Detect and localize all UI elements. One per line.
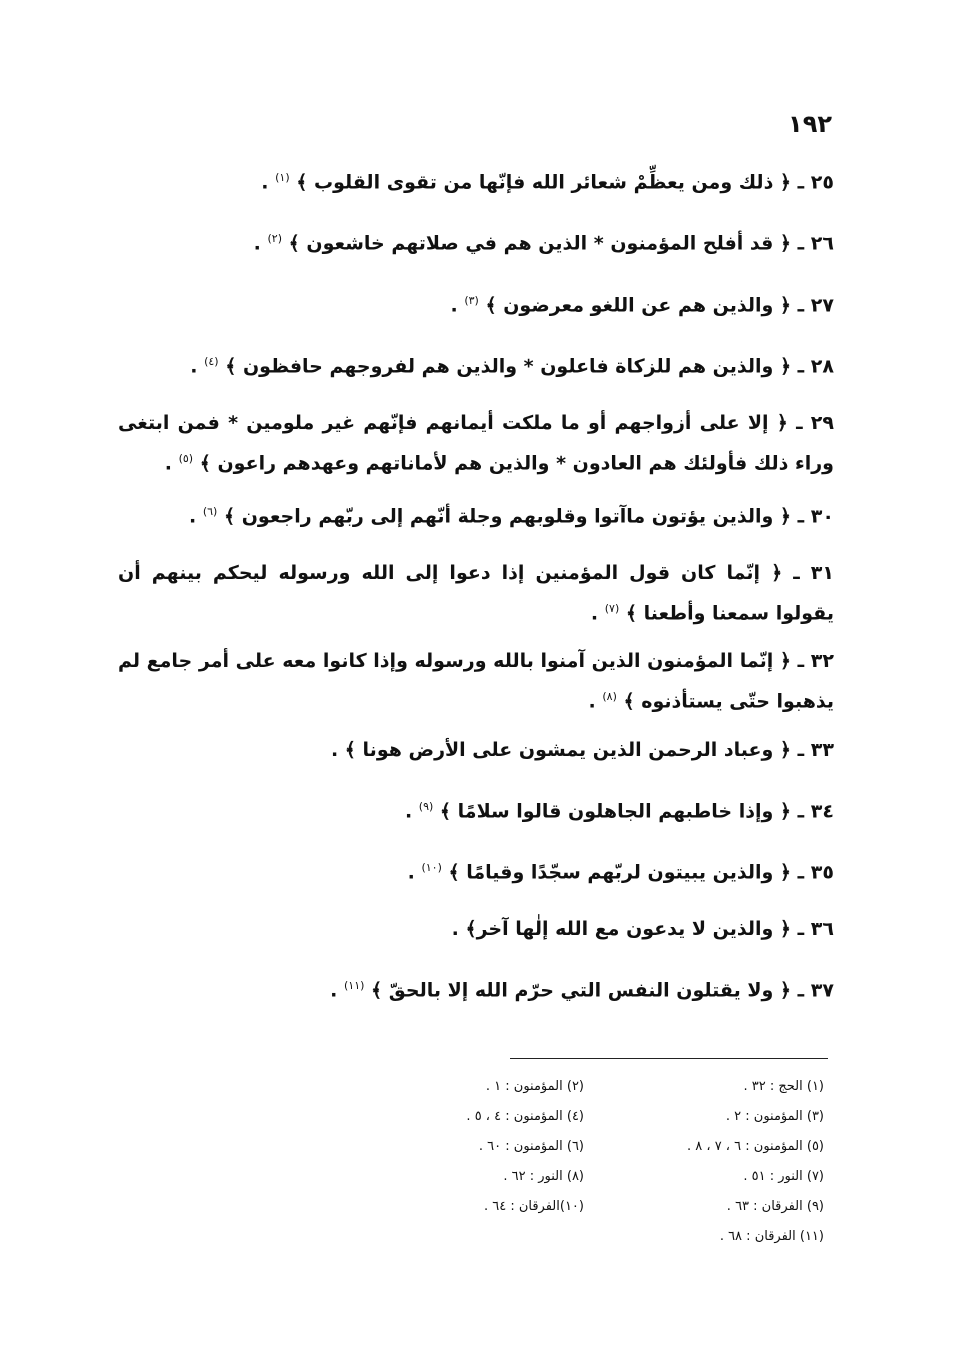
entry-26 [118,221,834,261]
entry-text: ٣٤ ـ ﴿ وإذا خاطبهم الجاهلون قالوا سلامًا ﴾ [439,799,834,822]
footnote-ref: (١١) [344,979,365,993]
entry-text: ٢٨ ـ ﴿ والذين هم للزكاة فاعلون * والذين هم لفروجهم حافظون ﴾ [225,355,834,378]
entry-29 [118,405,834,481]
entry-text: ٢٦ ـ ﴿ قد أفلح المؤمنون * الذين هم في صلاتهم خاشعون ﴾ [288,232,834,255]
entry-text: ٣٣ ـ ﴿ وعباد الرحمن الذين يمشون على الأرض هونا ﴾ [344,738,834,761]
entry-end: . [188,504,203,527]
footnote-ref: (٦) [202,504,218,518]
entry-end: . [588,690,603,713]
entry-end: . [261,171,276,194]
entry-34 [118,789,834,829]
footnote-ref: (٣) [464,293,479,307]
footnote-divider [510,1058,828,1059]
entry-end: . [190,355,205,378]
entry-28 [118,344,834,384]
footnote: (٤) المؤمنون : ٤ ، ٥ . [466,1109,584,1124]
entry-text: ٣١ ـ ﴿ إنّما كان قول المؤمنين إذا دعوا إلى الله ورسوله ليحكم بينهم أن يقولوا سمعنا وأطعنا ﴾ [118,561,834,625]
entry-end: . [330,979,344,1002]
footnote-ref: (١٠) [421,860,442,874]
footnote: (٩) الفرقان : ٦٣ . [726,1199,824,1214]
entry-31 [118,555,834,631]
entry-33 [118,732,834,768]
footnote-ref: (٤) [204,354,219,368]
footnote: (١٠)الفرقان : ٦٤ . [483,1199,584,1214]
footnote: (٢) المؤمنون : ١ . [485,1079,584,1094]
entry-27 [118,283,834,323]
footnote-ref: (٧) [604,601,620,615]
footnote: (١١) الفرقان : ٦٨ . [719,1229,824,1244]
entry-25 [118,160,834,200]
entry-text: ٣٥ ـ ﴿ والذين يبيتون لربّهم سجّدًا وقيامًا ﴾ [448,861,834,884]
page-number: ١٩٢ [788,110,832,138]
footnote-ref: (٨) [602,690,617,704]
entry-end: . [451,918,466,941]
entry-text: ٣٧ ـ ﴿ ولا يقتلون النفس التي حرّم الله إلا بالحقّ ﴾ [371,979,834,1002]
footnote: (١) الحج : ٣٢ . [743,1079,824,1094]
footnotes-left-column [364,1072,584,1222]
footnote-ref: (٥) [178,452,194,466]
entry-end: . [330,738,345,761]
entry-text: ٣٦ ـ ﴿ والذين لا يدعون مع الله إلٰها آخر﴾ [465,918,834,941]
entry-end: . [407,861,422,884]
entry-text: ٢٥ ـ ﴿ ذلك ومن يعظِّمْ شعائر الله فإنّها من تقوى القلوب ﴾ [296,171,834,194]
entry-text: ٢٩ ـ ﴿ إلا على أزواجهم أو ما ملكت أيمانهم فإنّهم غير ملومين * فمن ابتغى وراء ذلك فأولئك هم العادون * والذين هم لأماناتهم وعهدهم راعون ﴾ [118,412,834,475]
footnotes-right-column [604,1072,824,1252]
entry-end: . [404,799,419,822]
main-text [118,160,834,1030]
entry-35 [118,850,834,890]
entry-32 [118,643,834,719]
footnote: (٥) المؤمنون : ٦ ، ٧ ، ٨ . [686,1139,824,1154]
entry-37 [118,968,834,1008]
entry-36 [118,911,834,947]
footnote-ref: (١) [275,171,290,184]
entry-text: ٢٧ ـ ﴿ والذين هم عن اللغو معرضون ﴾ [485,293,834,316]
entry-end: . [164,452,179,475]
footnote: (٣) المؤمنون : ٢ . [725,1109,824,1124]
entry-text: ٣٢ ـ ﴿ إنّما المؤمنون الذين آمنوا بالله ورسوله وإذا كانوا معه على أمر جامع لم يذهبوا حتّى يستأذنوه ﴾ [118,650,834,713]
footnote-ref: (٢) [267,232,282,246]
entry-text: ٣٠ ـ ﴿ والذين يؤتون ماآتوا وقلوبهم وجلة أنّهم إلى ربّهم راجعون ﴾ [223,504,834,527]
footnote: (٨) النور : ٦٢ . [503,1169,584,1184]
footnote: (٧) النور : ٥١ . [743,1169,824,1184]
entry-end: . [450,293,465,316]
entry-30 [118,494,834,534]
footnote-ref: (٩) [418,799,434,813]
entry-end: . [253,232,268,255]
footnote: (٦) المؤمنون : ٦٠ . [478,1139,584,1154]
entry-end: . [590,602,605,625]
